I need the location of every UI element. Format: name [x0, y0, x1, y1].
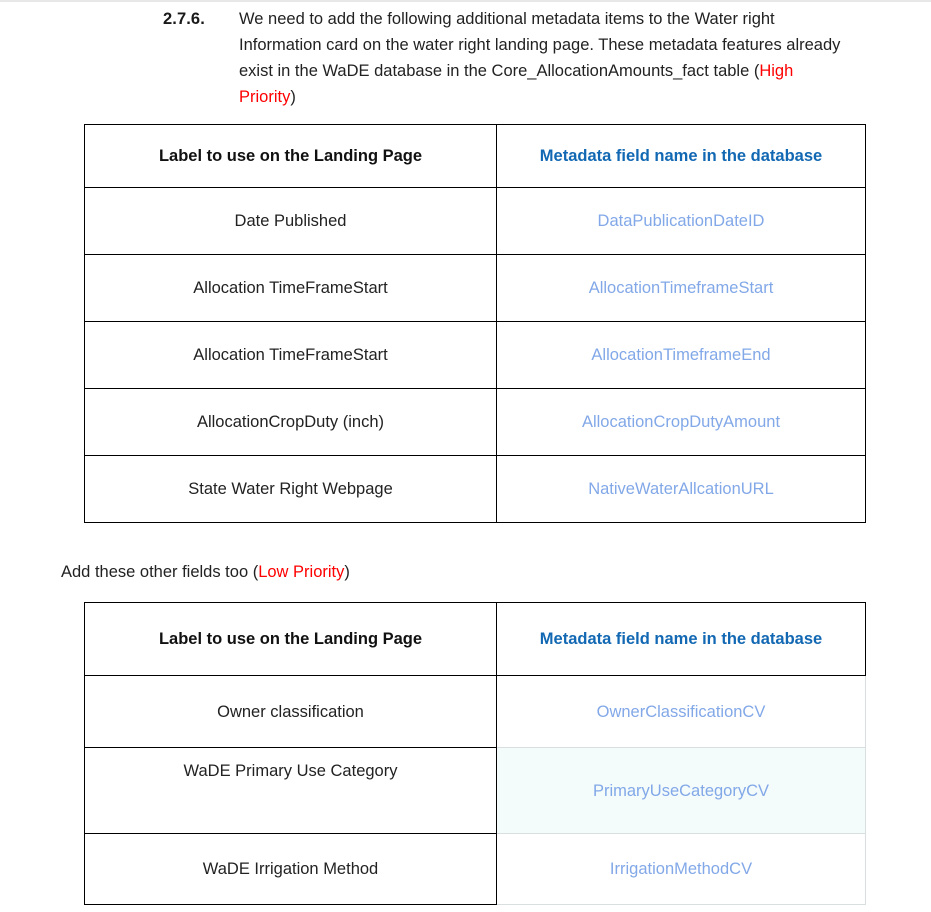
row-field: DataPublicationDateID — [497, 188, 866, 255]
row-label: Owner classification — [85, 676, 497, 748]
high-priority-metadata-table — [84, 124, 866, 523]
low-priority-metadata-table — [84, 602, 866, 905]
row-field-highlighted: PrimaryUseCategoryCV — [497, 748, 866, 834]
requirement-text-tail: ) — [290, 88, 296, 106]
requirement-text — [239, 6, 843, 110]
header-label-column: Label to use on the Landing Page — [85, 125, 497, 188]
table-row — [85, 322, 866, 389]
requirement-number: 2.7.6. — [163, 10, 205, 28]
row-field: AllocationCropDutyAmount — [497, 389, 866, 456]
table-row — [85, 834, 866, 905]
row-field: NativeWaterAllcationURL — [497, 456, 866, 523]
row-field: AllocationTimeframeEnd — [497, 322, 866, 389]
row-label: Allocation TimeFrameStart — [85, 255, 497, 322]
row-label: State Water Right Webpage — [85, 456, 497, 523]
low-priority-note — [61, 560, 350, 584]
low-priority-note-text: Add these other fields too ( — [61, 563, 259, 581]
low-priority-note-tail: ) — [344, 563, 350, 581]
table-row — [85, 748, 866, 834]
row-field: IrrigationMethodCV — [497, 834, 866, 905]
table-header-row — [85, 125, 866, 188]
row-label: AllocationCropDuty (inch) — [85, 389, 497, 456]
table-row — [85, 456, 866, 523]
table-row — [85, 188, 866, 255]
page-top-rule — [0, 0, 931, 2]
row-field: OwnerClassificationCV — [497, 676, 866, 748]
row-field: AllocationTimeframeStart — [497, 255, 866, 322]
row-label: WaDE Primary Use Category — [85, 748, 497, 834]
table-header-row — [85, 603, 866, 676]
low-priority-tag: Low Priority — [258, 563, 345, 581]
header-label-column: Label to use on the Landing Page — [85, 603, 497, 676]
row-label: Allocation TimeFrameStart — [85, 322, 497, 389]
table-row — [85, 255, 866, 322]
table-row — [85, 676, 866, 748]
header-field-column: Metadata field name in the database — [497, 603, 866, 676]
table-row — [85, 389, 866, 456]
high-priority-tag: High Priority — [239, 62, 794, 106]
requirement-block — [163, 6, 863, 110]
row-label: Date Published — [85, 188, 497, 255]
requirement-text-main: We need to add the following additional metadata items to the Water right Information card on the water right landing page. These metadata features already exist in the WaDE database in the Core_AllocationAmounts_fact table ( — [239, 10, 841, 80]
header-field-column: Metadata field name in the database — [497, 125, 866, 188]
row-label: WaDE Irrigation Method — [85, 834, 497, 905]
